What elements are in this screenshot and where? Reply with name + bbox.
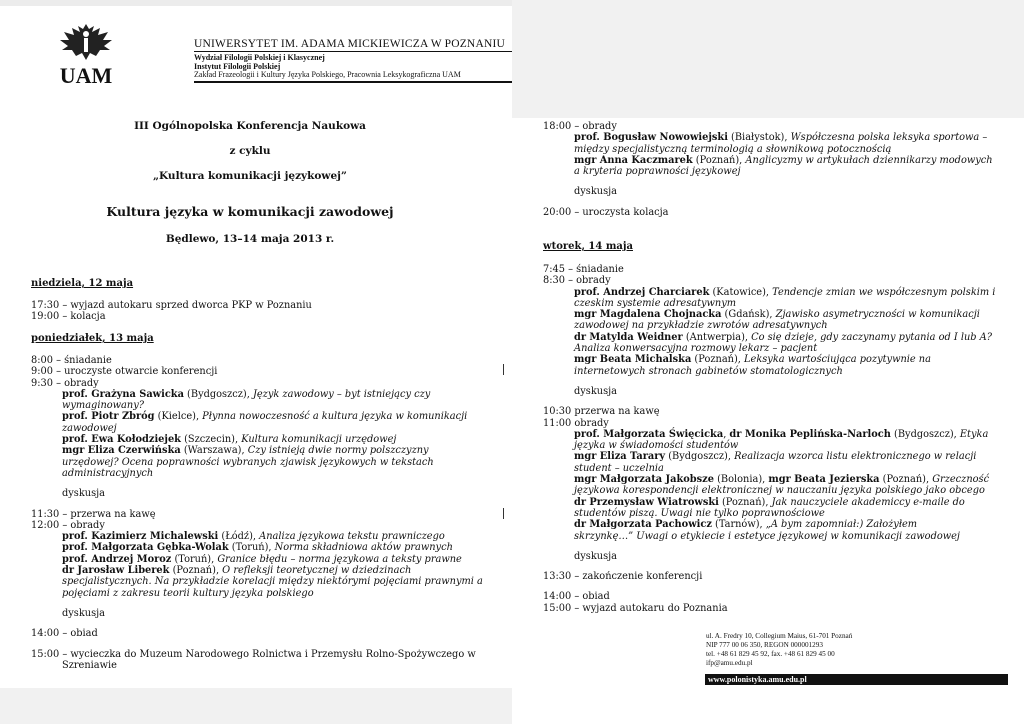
talk-title-cont: zawodowej xyxy=(62,422,117,434)
schedule-item: 11:00 obrady xyxy=(543,417,609,429)
talk-title-cont: a kryteria poprawności językowej xyxy=(574,166,741,178)
discussion-label: dyskusja xyxy=(62,488,105,500)
talk-item: mgr Małgorzata Jakobsze (Bolonia), mgr Beata Jezierska (Poznań), Grzeczność xyxy=(574,474,990,486)
conference-title: III Ogólnopolska Konferencja Naukowa xyxy=(134,120,366,132)
talk-title-cont: Analiza konwersacyjna rozmowy lekarz – pacjent xyxy=(574,343,818,355)
column-marker xyxy=(503,508,504,519)
footer-email: ifp@amu.edu.pl xyxy=(706,659,753,667)
talk-title-cont: czeskim systemie adresatywnym xyxy=(574,297,737,309)
discussion-label: dyskusja xyxy=(574,550,617,562)
schedule-item: 15:00 – wycieczka do Muzeum Narodowego Rolnictwa i Przemysłu Rolno-Spożywczego w xyxy=(31,648,476,660)
schedule-item: 18:00 – obrady xyxy=(543,121,617,132)
talk-item: dr Matylda Weidner (Antwerpia), Co się dzieje, gdy zaczynamy pytania od I lub A? xyxy=(574,331,993,343)
schedule-item: 9:00 – uroczyste otwarcie konferencji xyxy=(31,366,218,378)
talk-item: prof. Kazimierz Michalewski (Łódź), Analiza językowa tekstu prawniczego xyxy=(62,531,445,543)
day-heading-sunday: niedziela, 12 maja xyxy=(31,278,134,289)
talk-title-cont: internetowych stronach gabinetów stomatologicznych xyxy=(574,365,843,377)
talk-item: mgr Beata Michalska (Poznań), Leksyka wartościująca pozytywnie na xyxy=(574,354,931,366)
series-name: „Kultura komunikacji językowej” xyxy=(153,170,347,182)
schedule-item: 9:30 – obrady xyxy=(31,377,99,389)
schedule-item: 8:00 – śniadanie xyxy=(31,355,112,366)
talk-title-cont: zawodowej na przykładzie zwrotów adresatywnych xyxy=(574,320,828,332)
talk-title-cont: studentów piszą. Uwagi nie tylko poprawnościowe xyxy=(574,507,825,519)
logo-text: UAM xyxy=(59,63,113,88)
faculty-name: Wydział Filologii Polskiej i Klasycznej xyxy=(194,53,325,62)
monday-evening-schedule xyxy=(543,121,993,218)
header-bottom-rule xyxy=(194,81,512,83)
bottom-shade xyxy=(0,688,512,724)
schedule-item: 13:30 – zakończenie konferencji xyxy=(543,571,703,583)
schedule-item: 12:00 – obrady xyxy=(31,519,105,531)
talk-title-cont: między specjalistyczną terminologią a słownikową potocznością xyxy=(574,143,892,155)
schedule-item: 7:45 – śniadanie xyxy=(543,264,624,275)
schedule-item: 8:30 – obrady xyxy=(543,275,611,287)
talk-title-cont: specjalistycznych. Na przykładzie korelacji między niektórymi pojęciami prawnymi a xyxy=(62,576,483,588)
discussion-label: dyskusja xyxy=(62,607,105,619)
talk-item: prof. Andrzej Charciarek (Katowice), Tendencje zmian we współczesnym polskim i xyxy=(574,286,996,298)
schedule-item-cont: Szreniawie xyxy=(62,659,117,671)
monday-schedule xyxy=(31,355,483,671)
day-heading-tuesday: wtorek, 14 maja xyxy=(543,241,633,252)
schedule-item: 14:00 – obiad xyxy=(543,591,610,603)
schedule-item: 15:00 – wyjazd autokaru do Poznania xyxy=(543,602,728,614)
schedule-item: 10:30 przerwa na kawę xyxy=(543,406,660,418)
talk-title-cont: urzędowej? Ocena poprawności wybranych zjawisk językowych w tekstach xyxy=(62,456,434,468)
footer-address: ul. A. Fredry 10, Collegium Maius, 61-701 Poznań xyxy=(706,632,853,640)
schedule-item: 17:30 – wyjazd autokaru sprzed dworca PKP w Poznaniu xyxy=(31,300,312,311)
eagle-logo-icon xyxy=(58,20,114,88)
place-date: Będlewo, 13–14 maja 2013 r. xyxy=(165,233,335,245)
series-label: z cyklu xyxy=(229,145,271,157)
discussion-label: dyskusja xyxy=(574,186,617,198)
footer-nip: NIP 777 00 06 350, REGON 000001293 xyxy=(706,641,823,649)
sunday-schedule xyxy=(31,300,312,323)
right-shade xyxy=(512,0,1024,118)
talk-item: dr Jarosław Liberek (Poznań), O refleksji teoretycznej w dziedzinach xyxy=(62,565,412,577)
schedule-item: 11:30 – przerwa na kawę xyxy=(31,508,156,520)
talk-item: prof. Piotr Zbróg (Kielce), Płynna nowoczesność a kultura języka w komunikacji xyxy=(62,411,468,423)
talk-item: prof. Małgorzata Gębka-Wolak (Toruń), Norma składniowa aktów prawnych xyxy=(62,542,453,554)
talk-item: prof. Bogusław Nowowiejski (Białystok), Współczesna polska leksyka sportowa – xyxy=(574,132,988,144)
talk-title-cont: student – uczelnia xyxy=(574,462,664,474)
footer-contact xyxy=(706,632,852,668)
talk-item: prof. Ewa Kołodziejek (Szczecin), Kultura komunikacji urzędowej xyxy=(62,434,397,446)
talk-item: dr Przemysław Wiatrowski (Poznań), Jak nauczyciele akademiccy e-maile do xyxy=(574,496,965,508)
talk-title-cont: językowa korespondencji elektronicznej w nauczaniu języka polskiego jako obcego xyxy=(574,485,985,497)
column-marker xyxy=(503,364,504,375)
institute-name: Instytut Filologii Polskiej xyxy=(194,61,281,71)
website-link[interactable]: www.polonistyka.amu.edu.pl xyxy=(705,674,1008,685)
header-divider xyxy=(194,51,512,52)
talk-item: dr Małgorzata Pachowicz (Tarnów), „A bym zapomniał:) Założyłem xyxy=(574,519,918,531)
talk-item: mgr Eliza Czerwińska (Warszawa), Czy istnieją dwie normy polszczyzny xyxy=(62,445,429,457)
talk-title-cont: wymaginowany? xyxy=(62,400,144,412)
schedule-item: 14:00 – obiad xyxy=(31,628,98,640)
talk-title-cont: języka w świadomości studentów xyxy=(574,440,739,452)
talk-title-cont: pojęciami z zakresu teorii kultury języka polskiego xyxy=(62,587,314,599)
department-name: Zakład Frazeologii i Kultury Języka Polskiego, Pracownia Leksykograficzna UAM xyxy=(194,70,461,80)
discussion-label: dyskusja xyxy=(574,385,617,397)
footer-tel: tel. +48 61 829 45 92, fax. +48 61 829 45 00 xyxy=(706,650,835,658)
talk-item: mgr Anna Kaczmarek (Poznań), Anglicyzmy w artykułach dziennikarzy modowych xyxy=(574,154,993,166)
schedule-item: 20:00 – uroczysta kolacja xyxy=(543,206,669,218)
main-title: Kultura języka w komunikacji zawodowej xyxy=(106,204,394,219)
talk-item: prof. Małgorzata Święcicka, dr Monika Peplińska-Narloch (Bydgoszcz), Etyka xyxy=(574,428,989,440)
talk-item: mgr Magdalena Chojnacka (Gdańsk), Zjawisko asymetryczności w komunikacji xyxy=(574,309,980,321)
talk-item: prof. Andrzej Moroz (Toruń), Granice błędu – norma językowa a teksty prawne xyxy=(62,553,462,565)
institution-info xyxy=(194,54,461,80)
day-heading-monday: poniedziałek, 13 maja xyxy=(31,333,154,344)
talk-title-cont: administracyjnych xyxy=(62,467,154,479)
schedule-item: 19:00 – kolacja xyxy=(31,311,106,323)
talk-item: mgr Eliza Tarary (Bydgoszcz), Realizacja wzorca listu elektronicznego w relacji xyxy=(574,451,977,463)
talk-title-cont: skrzynkę…” Uwagi o etykiecie i estetyce językowej w komunikacji zawodowej xyxy=(574,530,960,542)
tuesday-schedule xyxy=(543,264,995,614)
university-name: UNIWERSYTET IM. ADAMA MICKIEWICZA W POZNANIU xyxy=(194,38,505,50)
talk-item: prof. Grażyna Sawicka (Bydgoszcz), Język zawodowy – byt istniejący czy xyxy=(62,388,431,400)
